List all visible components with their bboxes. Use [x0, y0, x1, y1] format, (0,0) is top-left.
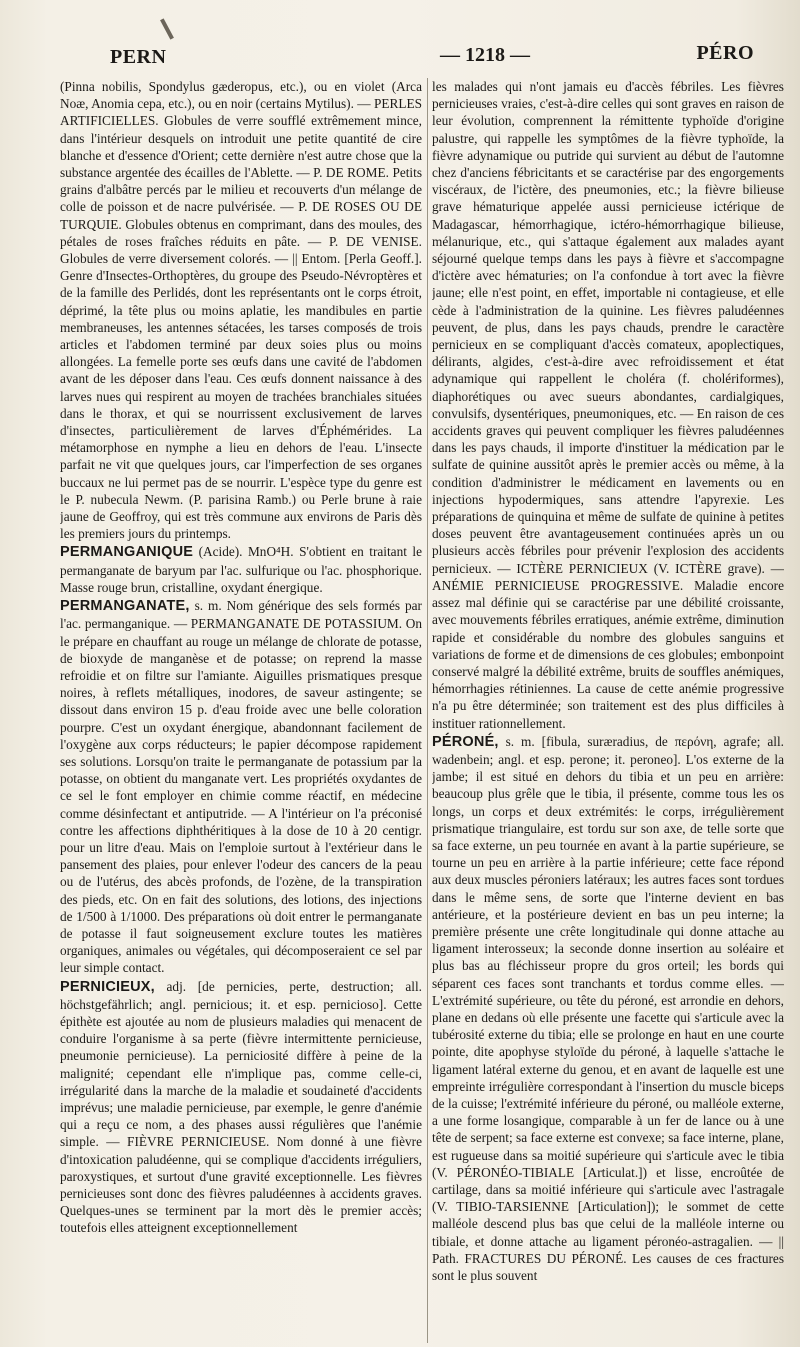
headword-perone: PÉRONÉ, — [432, 733, 499, 750]
right-column — [432, 78, 784, 1338]
pencil-mark — [160, 18, 174, 39]
header-left-guideword: PERN — [110, 46, 167, 68]
headword-permanganique: PERMANGANIQUE — [60, 544, 194, 561]
column-divider — [427, 78, 428, 1343]
header-right-guideword: PÉRO — [696, 42, 754, 64]
entry-pernicieux-continued: les malades qui n'ont jamais eu d'accès fébriles. Les fièvres pernicieuses vraies, c'est-à-dire celles qui sont graves en raison de leur évolution, comprennent la rémittente typhoïde d'origine palustre, qui rappelle les symptômes de la fièvre typhoïde, la fièvre adynamique ou putride qui survient au début de l'automne chez d'anciens fébricitants et se caractérise par des engorgements viscéraux, de l'ictère, des pneumonies, etc.; la fièvre bilieuse grave hématurique appelée aussi pernicieuse ictérique de Madagascar, hémorrhagique, ictéro-hémorrhagique bilieuse, mélanurique, etc., qui s'attaque également aux malades ayant séjourné quelque temps dans les pays à fièvre et s'accompagne d'ictère avec hématuries; on l'a confondue à tort avec la fièvre jaune; elle n'est point, en effet, importable ni contagieuse, et elle cède à l'administration de la quinine. Les fièvres paludéennes peuvent, de plus, dans les pays chauds, prendre le caractère pernicieux en se compliquant d'accès comateux, apoplectiques, délirants, algides, c'est-à-dire avec refroidissement et état adynamique qui rappellent le choléra (f. cholériformes), diaphorétiques ou avec sueurs abondantes, cardialgiques, convulsifs, dysentériques, pneumoniques, etc. — En raison de ces accidents graves qui peuvent compliquer les fièvres paludéennes dans les pays chauds, il importe d'instituer la médication par le sulfate de quinine aussitôt après le premier accès ou même, à la condition d'administrer le médicament en lavements ou en injections hypodermiques, sans attendre l'apyrexie. Les préparations de quinquina et même de sulfate de quinine à petites doses peuvent être avantageusement continuées après un ou plusieurs accès fébriles pour prévenir l'explosion des accidents pernicieux. — ICTÈRE PERNICIEUX (V. ICTÈRE grave). — ANÉMIE PERNICIEUSE PROGRESSIVE. Maladie encore assez mal définie qui se caractérise par une débilité croissante, avec mouvements fébriles erratiques, anémie extrême, diminution rapide et considérable du nombre des globules sanguins et variations de forme et de dimensions de ces globules; embonpoint conservé malgré la débilité extrême, bruits de souffles anémiques, hémorrhagies rétiniennes. La cause de cette anémie progressive n'a pu être déterminée; son traitement est des plus difficiles à instituer rationnellement. — [432, 79, 784, 731]
entry-permanganique — [60, 543, 422, 596]
left-column — [60, 78, 422, 1338]
entry-perle-continued: (Pinna nobilis, Spondylus gæderopus, etc.), ou en violet (Arca Noæ, Anomia cepa, etc.), ou en noir (certains Mytilus). — PERLES ARTIFICIELLES. Globules de verre soufflé extrêmement mince, dans l'intérieur desquels on introduit une petite quantité de cire blanche et d'essence d'Orient; cette dernière n'est autre chose que la substance argentée des écailles de l'Ablette. — P. DE ROME. Petits grains d'albâtre percés par le milieu et recouverts d'un mélange de colle de poisson et de nacre pulvérisée. — P. DE ROSES OU DE TURQUIE. Globules obtenus en comprimant, dans des moules, des pétales de roses fraîches réduits en pâte. — P. DE VENISE. Globules de verre diversement colorés. — || Entom. [Perla Geoff.]. Genre d'Insectes-Orthoptères, du groupe des Pseudo-Névroptères et de la famille des Perlidés, dont les représentants ont le corps étroit, déprimé, la tête plus ou moins aplatie, les mandibules en partie membraneuses, les antennes sétacées, les tarses composés de trois articles et l'abdomen terminé par deux soies plus ou moins allongées. La femelle porte ses œufs dans une cavité de l'abdomen avant de les déposer dans l'eau. Ces œufs donnent naissance à des larves nues qui respirent au moyen de trachées branchiales situées dans le thorax, et qui se nourrissent exclusivement de larves d'insectes, particulièrement de larves d'Éphémérides. La métamorphose en nymphe a lieu en dehors de l'eau. L'insecte parfait ne vit que quelques jours, car l'imperfection de ses organes buccaux ne lui permet pas de se nourrir. L'espèce type du genre est le P. nubecula Newm. (P. parisina Ramb.) ou Perle brune à raie jaune de Geoffroy, qui est très commune aux environs de Paris dès les premiers jours du printemps. — [60, 79, 422, 542]
entry-permanganate — [60, 597, 422, 976]
entry-perone — [432, 733, 784, 1285]
entry-pernicieux — [60, 978, 422, 1237]
page-header — [60, 42, 784, 70]
headword-permanganate: PERMANGANATE, — [60, 598, 190, 615]
page-number: — 1218 — — [440, 44, 530, 66]
entry-pernicieux-text: adj. [de pernicies, perte, destruction; all. höchstgefährlich; angl. pernicious; it. et esp. pernicioso]. Cette épithète est ajoutée au nom de plusieurs maladies qui menacent de conduire l'organisme à sa perte (fièvre intermittente pernicieuse, pneumonie pernicieuse). La perniciosité diffère à peine de la malignité; cependant elle n'implique pas, comme celle-ci, irrégularité dans la marche de la maladie et soudaineté d'accidents imprévus; une maladie pernicieuse, par exemple, le genre d'anémie qui a reçu ce nom, a des phases aussi régulières que l'anémie simple. — FIÈVRE PERNICIEUSE. Nom donné à une fièvre d'intoxication paludéenne, qui se complique d'accidents irréguliers, paroxystiques, et surtout d'une gravité exceptionnelle. Les fièvres pernicieuses sont donc des fièvres paludéennes à accidents graves. Quelques-unes se terminent par la mort dès le premier accès; toutefois elles atteignent exceptionnellement — [60, 978, 422, 1236]
entry-perone-text: s. m. [fibula, suræradius, de περόνη, agrafe; all. wadenbein; angl. et esp. perone; it. peroneo]. L'os externe de la jambe; il est situé en dehors du tibia et un peu en arrière: beaucoup plus grêle que le tibia, il présente, comme tous les os longs, un corps et deux extrémités: le corps, irrégulièrement prismatique triangulaire, est tordu sur son axe, de telle sorte que sa face externe, un peu tournée en avant à la partie supérieure, se tourne un peu en arrière à la partie inférieure; cette face répond aux deux muscles péroniers latéraux; les autres faces sont tordues dans le même sens, de sorte que l'interne devient en bas antérieure, et la postérieure devient en bas un peu interne; la première présente une crête longitudinale qui donne attache au ligament interosseux; la seconde donne insertion au soléaire et plus bas au fléchisseur propre du gros orteil; les bords qui séparent ces faces sont tranchants et tordus comme elles. — L'extrémité supérieure, ou tête du péroné, est arrondie en dehors, plane en dedans où elle présente une facette qui s'articule avec la tubérosité externe du tibia; elle se prolonge en haut en une courte pointe, dite apophyse styloïde du péroné, à laquelle s'attache le ligament latéral externe du genou, et en avant de laquelle est une empreinte irrégulière correspondant à l'insertion du muscle biceps de la cuisse; l'extrémité inférieure du péroné, ou malléole externe, a une forme losangique, comparable à un fer de lance ou à une tête de serpent; sa face externe est convexe; sa face interne, plane, est rugueuse dans sa moitié supérieure qui s'articule avec le tibia (V. PÉRONÉO-TIBIALE [Articulat.]) et lisse, encroûtée de cartilage, dans sa moitié inférieure qui s'articule avec l'astragale (V. TIBIO-TARSIENNE [Articulation]); le sommet de cette malléole descend plus bas que celui de la malléole interne ou tibiale, et donne attache au ligament péronéo-astragalien. — || Path. FRACTURES DU PÉRONÉ. Les causes de ces fractures sont le plus souvent — [432, 733, 784, 1284]
entry-permanganate-text: s. m. Nom générique des sels formés par l'ac. permanganique. — PERMANGANATE DE POTASSIUM. On le prépare en chauffant au rouge un mélange de chlorate de potasse, de bioxyde de manganèse et de potasse; on reprend la masse refroidie et on filtre sur l'amiante. Aiguilles prismatiques presque noires, à reflets métalliques, inodores, de saveur astingente; se dissout dans environ 15 p. d'eau froide avec une belle coloration pourpre. C'est un oxydant énergique, abandonnant facilement de l'oxygène aux corps réducteurs; le papier décompose rapidement ses solutions. Lorsqu'on traite le permanganate de potassium par la potasse, on obtient du manganate vert. Les propriétés oxydantes de ce sel le font employer en chimie comme réactif, en médecine comme désinfectant et antiputride. — A l'intérieur on l'a préconisé contre les affections diphthéritiques à la dose de 10 à 20 centigr. pour un litre d'eau. Mais on l'emploie surtout à l'extérieur dans le pansement des plaies, pour enlever l'odeur des cancers de la peau ou de l'utérus, des abcès profonds, de l'ozène, de la transpiration des pieds, etc. On en fait des solutions, des lotions, des injections de 1/500 à 1/1000. Des préparations où doit entrer le permanganate de potasse il faut soigneusement exclure toutes les matières organiques, animales ou végétales, qui décomposeraient ce sel par leur simple contact. — [60, 598, 422, 976]
entry-permanganique-text: (Acide). MnO⁴H. S'obtient en traitant le permanganate de baryum par l'ac. sulfurique ou l'ac. phosphorique. Masse rouge brun, cristalline, oxydant énergique. — [60, 544, 422, 595]
headword-pernicieux: PERNICIEUX, — [60, 978, 155, 995]
